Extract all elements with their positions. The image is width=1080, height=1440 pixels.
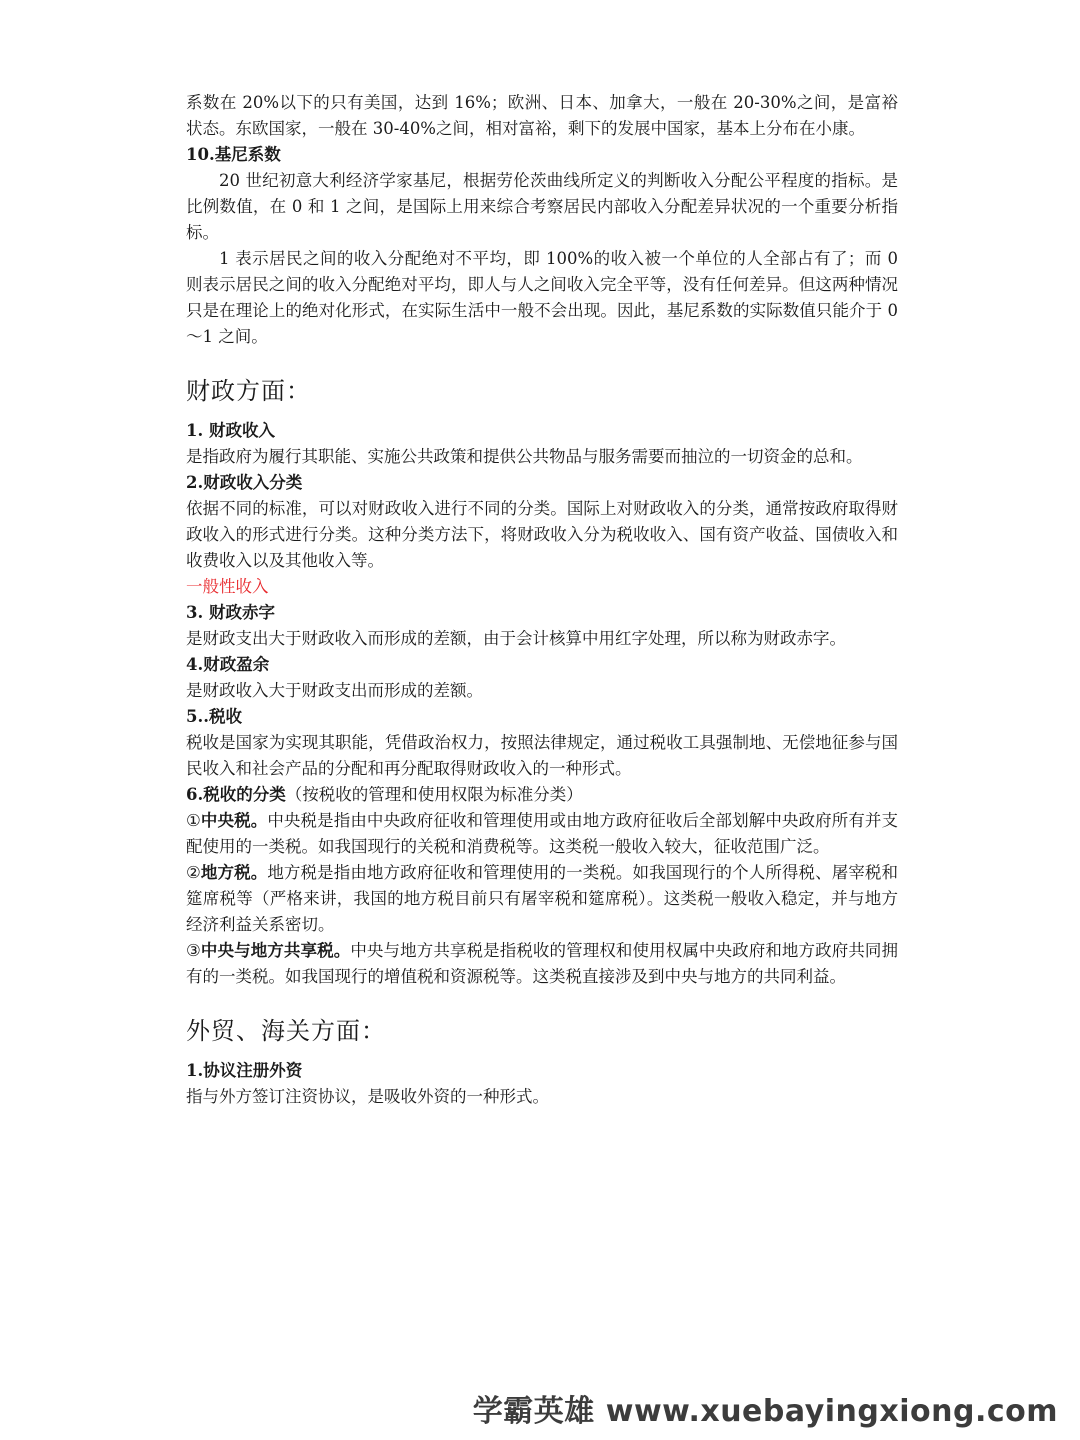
local-tax-text: 地方税是指由地方政府征收和管理使用的一类税。如我国现行的个人所得税、屠宰税和筵席税等（严格来讲，我国的地方税目前只有屠宰税和筵席税）。这类税一般收入稳定，并与地方经济利益关系密切。 bbox=[186, 863, 899, 934]
shared-tax-marker: ③ bbox=[186, 941, 201, 960]
gini-paragraph-2: 1 表示居民之间的收入分配绝对不平均，即 100%的收入被一个单位的人全部占有了；而 0 则表示居民之间的收入分配绝对平均，即人与人之间收入完全平等，没有任何差异。但这两种情况只是在理论上的绝对化形式，在实际生活中一般不会出现。因此，基尼系数的实际数值只能介于 0～1 之间。 bbox=[186, 249, 898, 346]
central-tax-marker: ① bbox=[186, 811, 201, 830]
local-tax-item bbox=[186, 860, 898, 938]
finance-revenue-heading: 1. 财政收入 bbox=[186, 421, 275, 440]
finance-deficit-paragraph: 是财政支出大于财政收入而形成的差额，由于会计核算中用红字处理，所以称为财政赤字。 bbox=[186, 629, 846, 648]
intro-paragraph: 系数在 20%以下的只有美国，达到 16%；欧洲、日本、加拿大，一般在 20-30%之间，是富裕状态。东欧国家，一般在 30-40%之间，相对富裕，剩下的发展中国家，基本上分布在小康。 bbox=[186, 93, 898, 138]
central-tax-item bbox=[186, 808, 898, 860]
document-page bbox=[186, 90, 898, 1110]
finance-revenue-paragraph: 是指政府为履行其职能、实施公共政策和提供公共物品与服务需要而抽泣的一切资金的总和。 bbox=[186, 447, 863, 466]
gini-paragraph-1: 20 世纪初意大利经济学家基尼，根据劳伦茨曲线所定义的判断收入分配公平程度的指标。是比例数值，在 0 和 1 之间，是国际上用来综合考察居民内部收入分配差异状况的一个重要分析指标。 bbox=[186, 171, 898, 242]
local-tax-marker: ② bbox=[186, 863, 201, 882]
general-revenue-red-line: 一般性收入 bbox=[186, 577, 269, 596]
finance-revenue-class-heading: 2.财政收入分类 bbox=[186, 473, 303, 492]
central-tax-text: 中央税是指由中央政府征收和管理使用或由地方政府征收后全部划解中央政府所有并支配使用的一类税。如我国现行的关税和消费税等。这类税一般收入较大，征收范围广泛。 bbox=[186, 811, 899, 856]
shared-tax-term: 中央与地方共享税。 bbox=[200, 941, 351, 960]
tax-class-heading bbox=[186, 782, 898, 808]
tax-heading: 5..税收 bbox=[186, 707, 242, 726]
finance-surplus-heading: 4.财政盈余 bbox=[186, 655, 270, 674]
trade-foreign-capital-heading: 1.协议注册外资 bbox=[186, 1061, 303, 1080]
tax-class-heading-text: 6.税收的分类 bbox=[186, 785, 286, 804]
gini-heading: 10.基尼系数 bbox=[186, 145, 281, 164]
tax-class-note: （按税收的管理和使用权限为标准分类） bbox=[285, 785, 583, 804]
trade-foreign-capital-paragraph: 指与外方签订注资协议，是吸收外资的一种形式。 bbox=[186, 1087, 549, 1106]
finance-revenue-class-paragraph: 依据不同的标准，可以对财政收入进行不同的分类。国际上对财政收入的分类，通常按政府取得财政收入的形式进行分类。这种分类方法下，将财政收入分为税收收入、国有资产收益、国债收入和收费收入以及其他收入等。 bbox=[186, 499, 898, 570]
trade-section-title: 外贸、海关方面： bbox=[186, 1017, 386, 1045]
finance-section-title: 财政方面： bbox=[186, 377, 311, 405]
local-tax-term: 地方税。 bbox=[200, 863, 268, 882]
central-tax-term: 中央税。 bbox=[200, 811, 268, 830]
finance-deficit-heading: 3. 财政赤字 bbox=[186, 603, 275, 622]
shared-tax-text: 中央与地方共享税是指税收的管理权和使用权属中央政府和地方政府共同拥有的一类税。如我国现行的增值税和资源税等。这类税直接涉及到中央与地方的共同利益。 bbox=[186, 941, 899, 986]
shared-tax-item bbox=[186, 938, 898, 990]
site-watermark: 学霸英雄 www.xuebayingxiong.com bbox=[472, 1394, 1058, 1429]
finance-surplus-paragraph: 是财政收入大于财政支出而形成的差额。 bbox=[186, 681, 483, 700]
tax-paragraph: 税收是国家为实现其职能，凭借政治权力，按照法律规定，通过税收工具强制地、无偿地征参与国民收入和社会产品的分配和再分配取得财政收入的一种形式。 bbox=[186, 733, 898, 778]
